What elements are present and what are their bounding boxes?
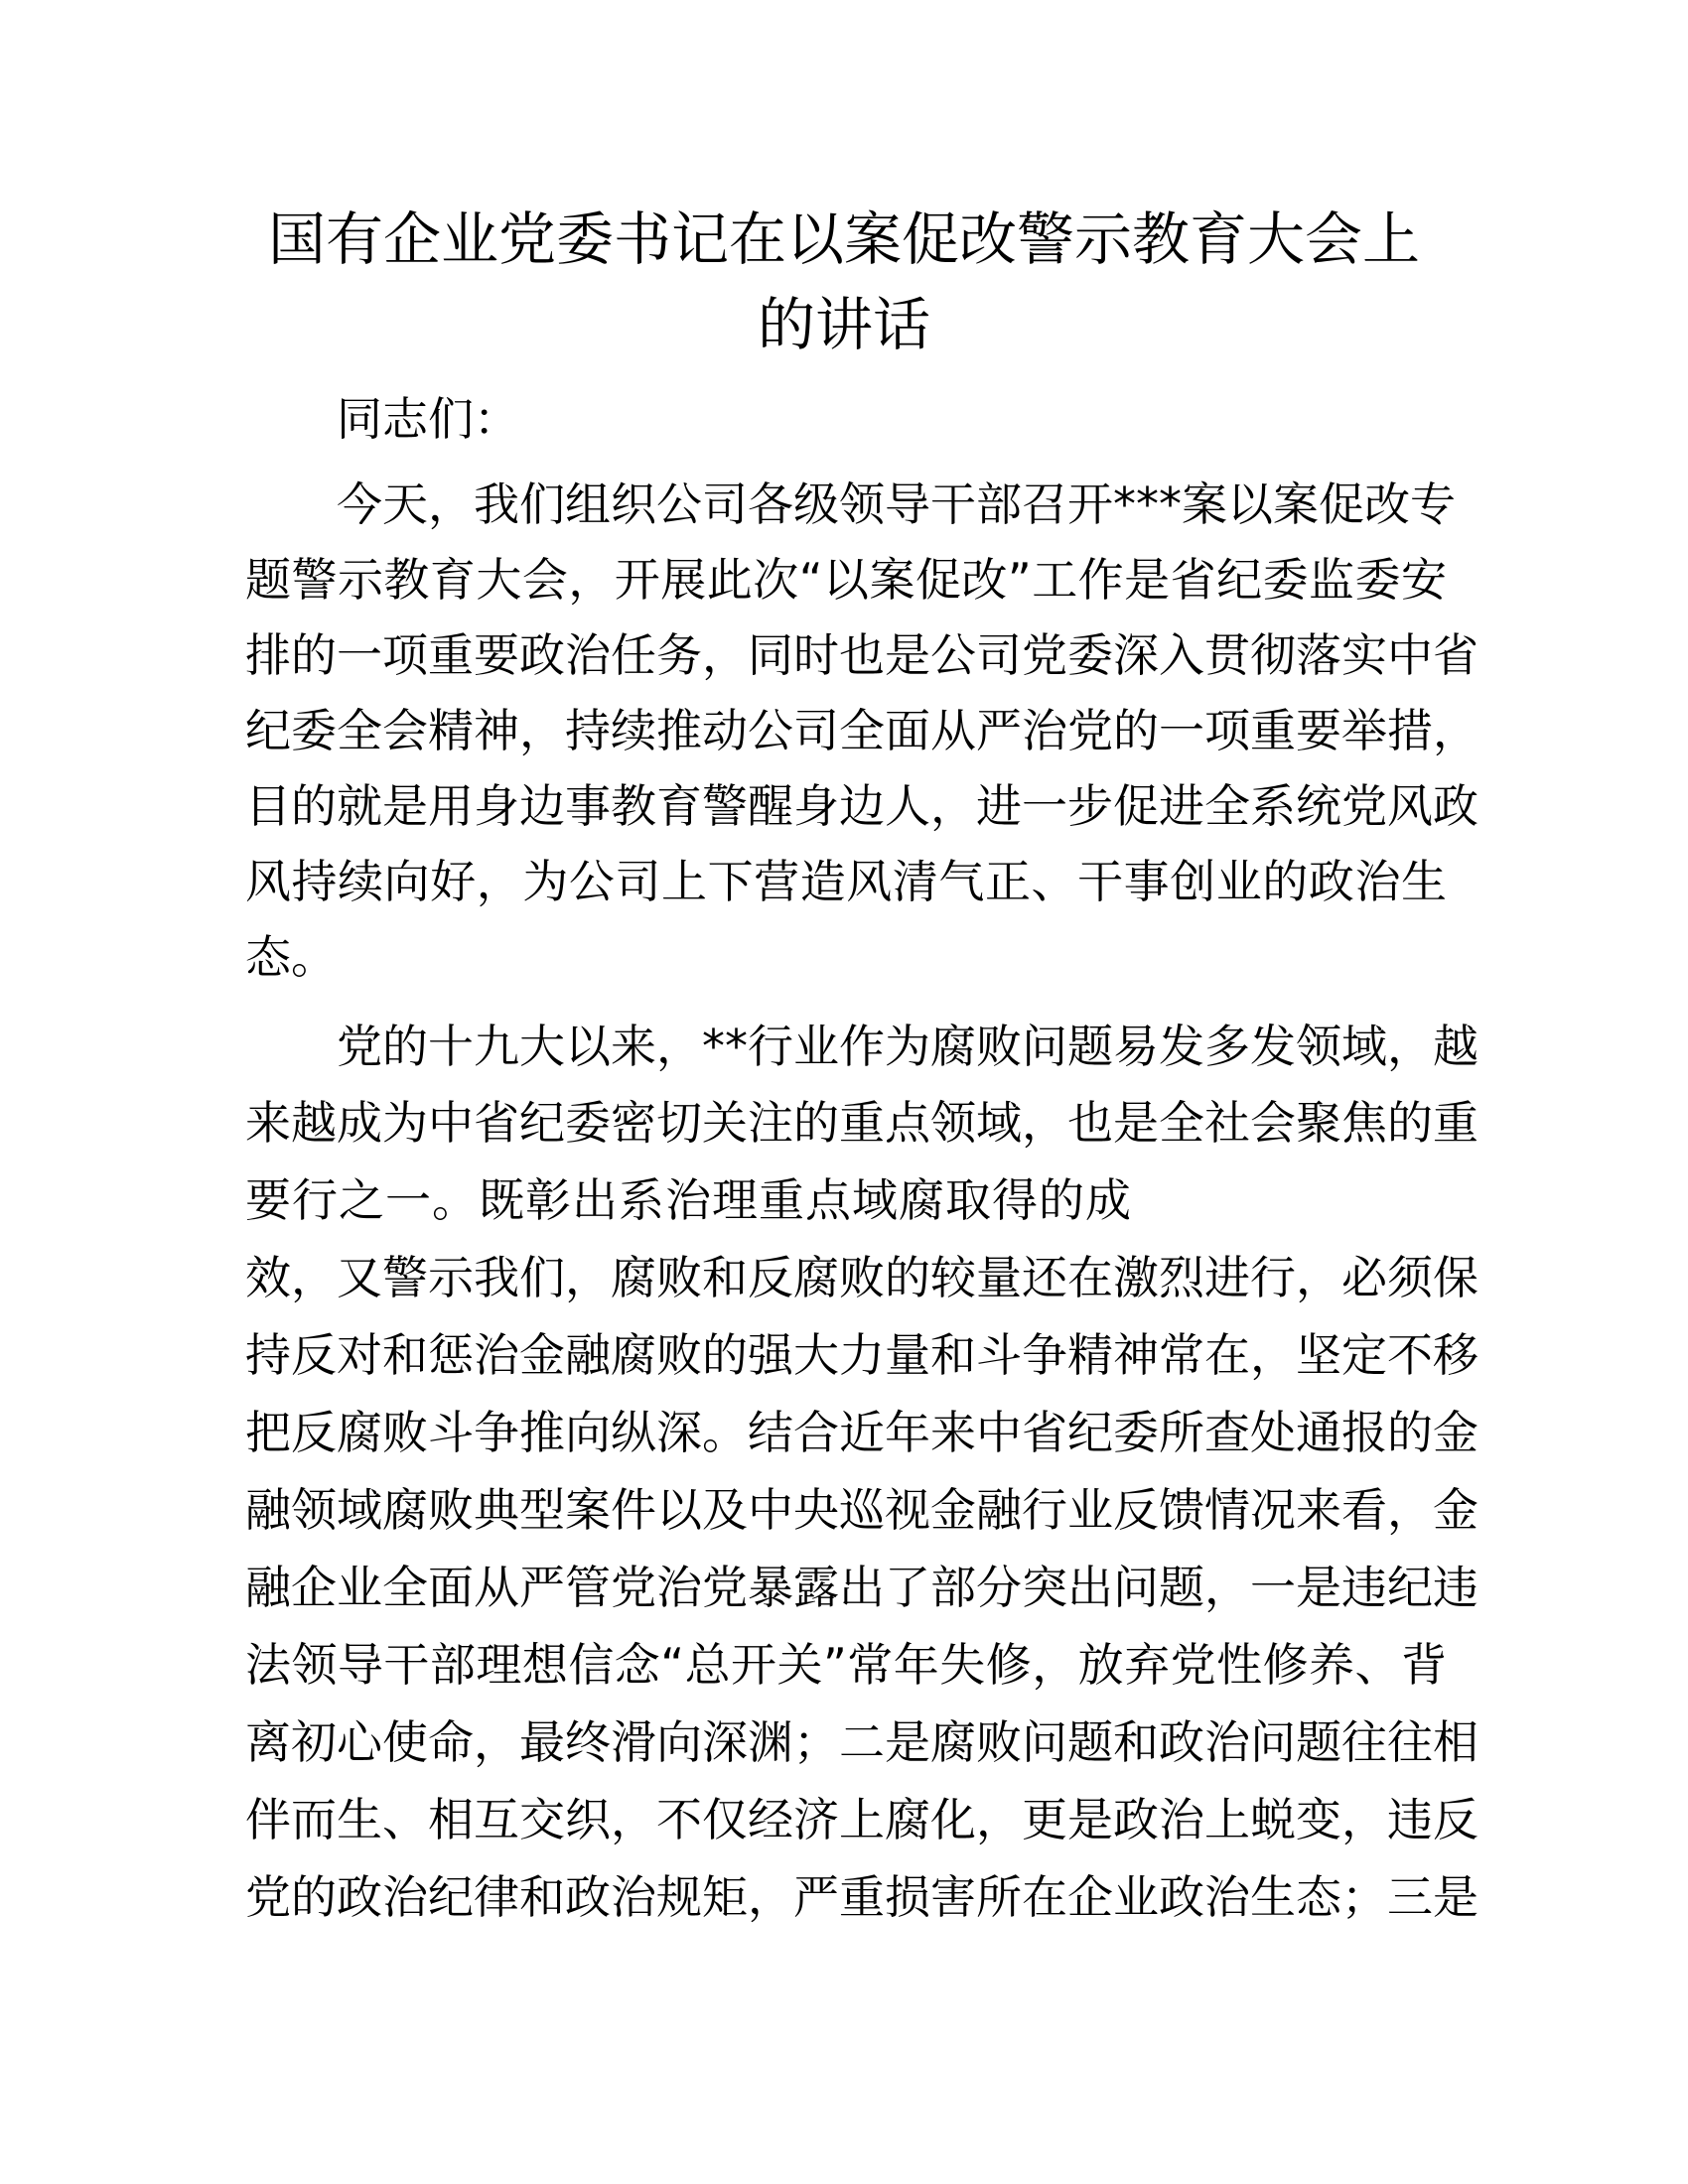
body-line: 效，又警示我们，腐败和反腐败的较量还在激烈进行，必须保	[245, 1251, 1478, 1304]
body-line: 持反对和惩治金融腐败的强大力量和斗争精神常在，坚定不移	[245, 1328, 1478, 1382]
title-line-1: 国有企业党委书记在以案促改警示教育大会上	[267, 205, 1420, 273]
body-line: 今天，我们组织公司各级领导干部召开***案以案促改专	[245, 478, 1456, 531]
body-line: 纪委全会精神，持续推动公司全面从严治党的一项重要举措，	[245, 704, 1478, 757]
body-line: 风持续向好，为公司上下营造风清气正、干事创业的政治生	[245, 855, 1447, 908]
body-line: 要行之一。既彰出系治理重点域腐取得的成	[245, 1173, 1132, 1227]
title-line-2: 的讲话	[757, 291, 930, 358]
body-line: 离初心使命，最终滑向深渊；二是腐败问题和政治问题往往相	[245, 1715, 1478, 1769]
body-line: 党的十九大以来，**行业作为腐败问题易发多发领域，越	[245, 1020, 1478, 1073]
body-line: 态。	[245, 930, 337, 984]
body-line: 目的就是用身边事教育警醒身边人，进一步促进全系统党风政	[245, 779, 1478, 833]
salutation: 同志们：	[245, 392, 519, 446]
body-line: 来越成为中省纪委密切关注的重点领域，也是全社会聚焦的重	[245, 1096, 1478, 1150]
body-line: 题警示教育大会，开展此次“以案促改”工作是省纪委监委安	[245, 553, 1447, 607]
body-line: 把反腐败斗争推向纵深。结合近年来中省纪委所查处通报的金	[245, 1406, 1478, 1459]
body-line: 融领域腐败典型案件以及中央巡视金融行业反馈情况来看，金	[245, 1483, 1478, 1537]
body-line: 党的政治纪律和政治规矩，严重损害所在企业政治生态；三是	[245, 1870, 1478, 1924]
body-line: 排的一项重要政治任务，同时也是公司党委深入贯彻落实中省	[245, 628, 1478, 682]
body-line: 融企业全面从严管党治党暴露出了部分突出问题，一是违纪违	[245, 1561, 1478, 1614]
body-line: 法领导干部理想信念“总开关”常年失修，放弃党性修养、背	[245, 1638, 1447, 1692]
document-title	[238, 197, 1450, 367]
body-line: 伴而生、相互交织，不仅经济上腐化，更是政治上蜕变，违反	[245, 1793, 1478, 1846]
